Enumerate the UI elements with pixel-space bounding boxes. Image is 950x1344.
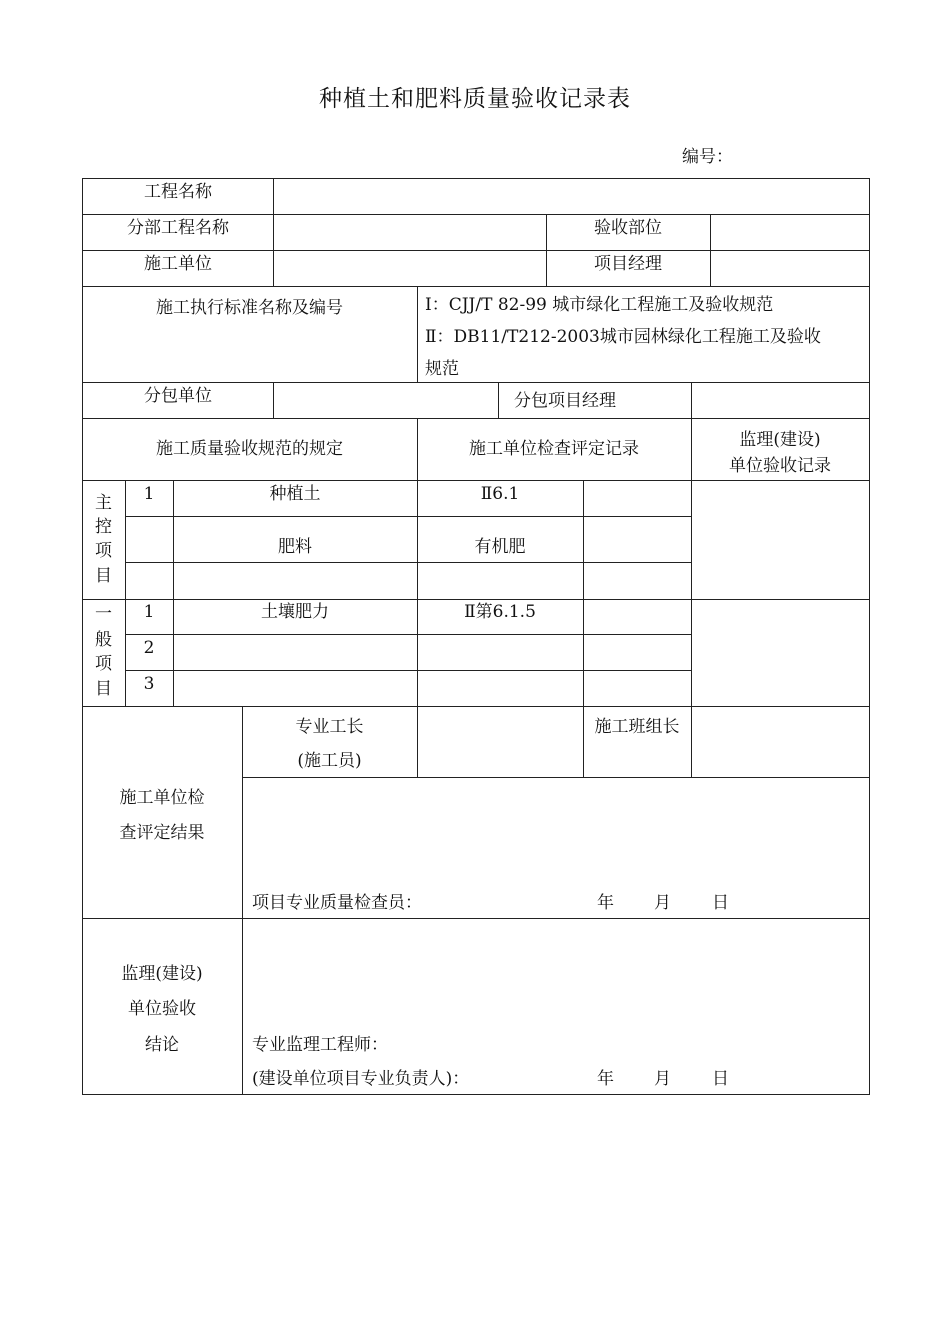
- general-check-field[interactable]: [587, 674, 687, 702]
- project-name-label: 工程名称: [144, 182, 212, 202]
- main-control-row-ref: 有机肥: [474, 537, 526, 557]
- project-name-field[interactable]: [278, 182, 866, 210]
- grid-line: [125, 634, 691, 635]
- grid-line: [82, 1094, 870, 1095]
- acceptance-part-field[interactable]: [714, 218, 866, 246]
- standard-line-1: Ⅰ：CJJ/T 82-99 城市绿化工程施工及验收规范: [425, 295, 774, 315]
- supervision-record-header: 单位验收记录: [729, 456, 831, 476]
- result-year-label: 年: [597, 893, 614, 913]
- quality-inspector-label: 项目专业质量检查员：: [252, 893, 422, 913]
- standard-line-3: 规范: [425, 359, 459, 379]
- result-comments-field[interactable]: [250, 782, 862, 886]
- general-group-label: 项: [95, 654, 112, 674]
- general-row-item: 土壤肥力: [261, 602, 329, 622]
- grid-line: [82, 706, 870, 707]
- grid-line: [869, 178, 870, 1095]
- general-row-number: 2: [143, 638, 155, 658]
- spec-rules-header: 施工质量验收规范的规定: [156, 439, 343, 459]
- grid-line: [125, 480, 126, 706]
- grid-line: [173, 480, 174, 706]
- result-month-label: 月: [654, 893, 671, 913]
- conclusion-section-label: 结论: [145, 1035, 179, 1055]
- supervision-engineer-label: 专业监理工程师：: [252, 1035, 388, 1055]
- main-control-check-field[interactable]: [587, 520, 687, 558]
- grid-line: [125, 516, 691, 517]
- sub-project-name-label: 分部工程名称: [127, 218, 229, 238]
- grid-line: [82, 286, 870, 287]
- foreman-field[interactable]: [421, 710, 579, 774]
- general-check-field[interactable]: [587, 602, 687, 630]
- conclusion-day-label: 日: [712, 1069, 729, 1089]
- supervision-record-header: 监理(建设): [739, 430, 821, 450]
- general-group-label: 一: [95, 604, 112, 624]
- general-supervision-field[interactable]: [695, 602, 866, 702]
- conclusion-comments-field[interactable]: [250, 924, 862, 1028]
- result-section-label: 查评定结果: [119, 823, 205, 843]
- standard-line-2: Ⅱ：DB11/T212-2003城市园林绿化工程施工及验收: [425, 327, 821, 347]
- grid-line: [82, 214, 870, 215]
- general-group-label: 目: [95, 679, 112, 699]
- general-row-ref: Ⅱ第6.1.5: [464, 602, 536, 622]
- form-title: 种植土和肥料质量验收记录表: [319, 86, 631, 112]
- standard-name-label: 施工执行标准名称及编号: [156, 298, 343, 318]
- grid-line: [82, 918, 870, 919]
- main-control-row-number: 1: [143, 484, 155, 504]
- grid-line: [691, 706, 692, 777]
- grid-line: [82, 178, 870, 179]
- main-control-group-label: 目: [95, 566, 112, 586]
- grid-line: [691, 382, 692, 418]
- grid-line: [417, 286, 418, 382]
- serial-number-label: 编号：: [682, 147, 733, 167]
- sub-project-name-field[interactable]: [278, 218, 542, 246]
- general-group-label: 般: [95, 630, 112, 650]
- main-control-check-field[interactable]: [587, 484, 687, 512]
- conclusion-section-label: 监理(建设): [121, 964, 203, 984]
- main-control-group-label: 项: [95, 541, 112, 561]
- general-row-number: 1: [143, 602, 155, 622]
- grid-line: [242, 777, 870, 778]
- conclusion-section-label: 单位验收: [128, 999, 196, 1019]
- construction-unit-field[interactable]: [278, 254, 542, 282]
- project-manager-field[interactable]: [714, 254, 866, 282]
- main-control-group-label: 主: [95, 493, 112, 513]
- main-control-row-item: 种植土: [269, 484, 321, 504]
- main-control-row-ref: Ⅱ6.1: [480, 484, 520, 504]
- grid-line: [82, 382, 870, 383]
- team-leader-field[interactable]: [695, 710, 866, 774]
- main-control-supervision-field[interactable]: [695, 484, 866, 596]
- foreman-label: 专业工长: [295, 717, 364, 737]
- grid-line: [125, 562, 691, 563]
- project-manager-label: 项目经理: [594, 254, 662, 274]
- construction-unit-label: 施工单位: [144, 254, 212, 274]
- unit-check-record-header: 施工单位检查评定记录: [469, 439, 639, 459]
- result-section-label: 施工单位检: [119, 788, 205, 808]
- grid-line: [710, 214, 711, 286]
- sub-project-manager-field[interactable]: [695, 386, 866, 414]
- general-check-field[interactable]: [587, 638, 687, 666]
- team-leader-label: 施工班组长: [594, 717, 680, 737]
- owner-representative-label: (建设单位项目专业负责人)：: [252, 1069, 470, 1089]
- subcontractor-field[interactable]: [278, 386, 494, 414]
- general-row-number: 3: [143, 674, 155, 694]
- sub-project-manager-label: 分包项目经理: [514, 391, 616, 411]
- conclusion-year-label: 年: [597, 1069, 614, 1089]
- acceptance-part-label: 验收部位: [594, 218, 662, 238]
- result-day-label: 日: [712, 893, 729, 913]
- grid-line: [82, 418, 870, 419]
- grid-line: [125, 670, 691, 671]
- grid-line: [82, 599, 870, 600]
- grid-line: [583, 480, 584, 706]
- foreman-label: (施工员): [297, 751, 362, 771]
- main-control-check-field[interactable]: [587, 566, 687, 596]
- grid-line: [82, 250, 870, 251]
- conclusion-month-label: 月: [654, 1069, 671, 1089]
- grid-line: [417, 480, 418, 706]
- main-control-row-item: 肥料: [278, 537, 312, 557]
- main-control-group-label: 控: [95, 517, 112, 537]
- grid-line: [417, 706, 418, 777]
- grid-line: [82, 480, 870, 481]
- subcontractor-label: 分包单位: [144, 386, 212, 406]
